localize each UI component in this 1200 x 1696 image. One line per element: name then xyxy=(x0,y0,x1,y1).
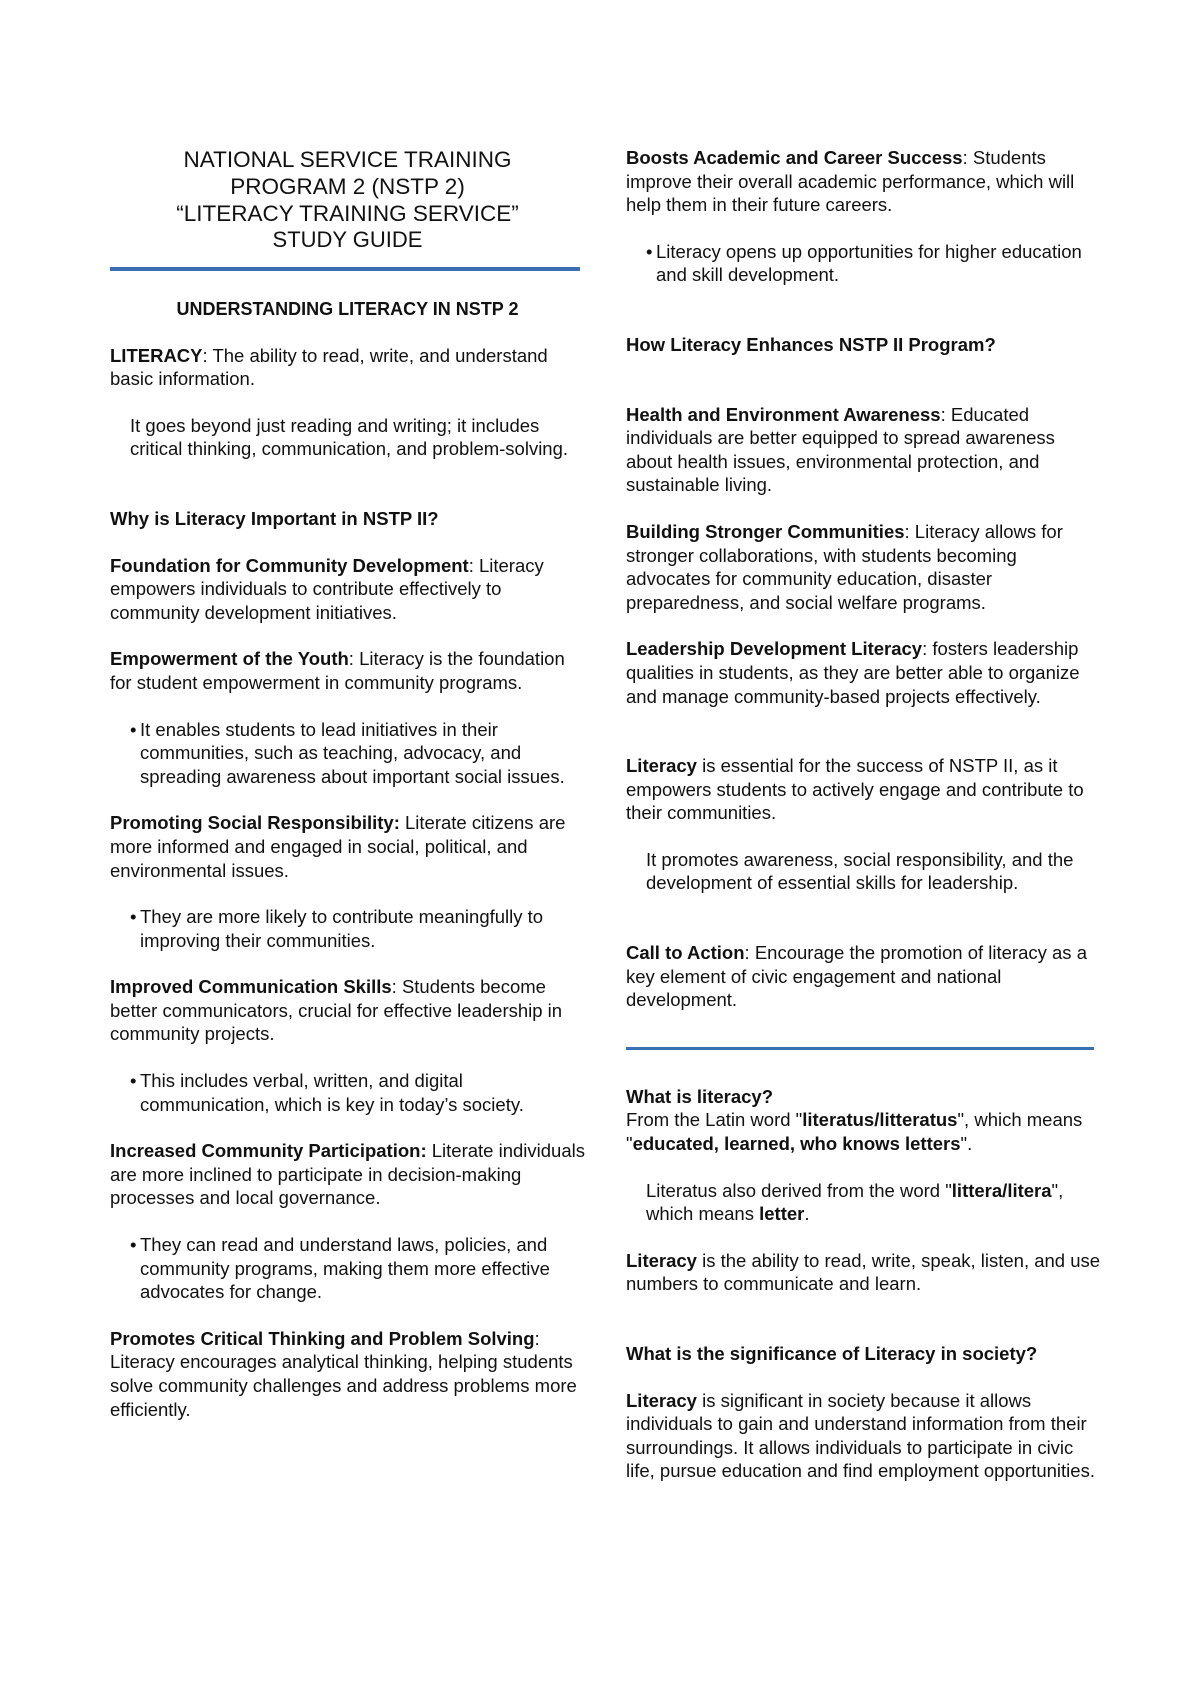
academic-paragraph xyxy=(626,146,1101,217)
academic-term: Boosts Academic and Career Success xyxy=(626,147,963,168)
empowerment-term: Empowerment of the Youth xyxy=(110,648,349,670)
derived-text-a: Literatus also derived from the word " xyxy=(646,1179,952,1201)
title-line-4: STUDY GUIDE xyxy=(272,227,423,252)
why-heading: Why is Literacy Important in NSTP II? xyxy=(110,507,439,529)
communication-bullet xyxy=(110,1069,585,1116)
document-title xyxy=(110,146,585,253)
health-text: : Educated individuals are better equipped to spread awareness about health issues, environmental protection, and sustainable living. xyxy=(626,403,1055,496)
latin-meaning: educated, learned, who knows letters xyxy=(632,1133,961,1155)
foundation-term: Foundation for Community Development xyxy=(110,554,469,576)
latin-text-c: ", which means " xyxy=(626,1109,1083,1155)
latin-paragraph xyxy=(626,1108,1101,1155)
essential-indent: It promotes awareness, social responsibility, and the development of essential skills for leadership. xyxy=(646,848,1074,894)
social-term: Promoting Social Responsibility: xyxy=(110,812,400,834)
bullet-icon: • xyxy=(130,906,137,928)
participation-bullet xyxy=(110,1233,585,1304)
title-divider xyxy=(110,267,580,271)
section-title: UNDERSTANDING LITERACY IN NSTP 2 xyxy=(176,299,519,319)
title-line-3: “LITERACY TRAINING SERVICE” xyxy=(176,201,519,226)
academic-bullet-text: Literacy opens up opportunities for higher education and skill development. xyxy=(656,240,1082,286)
latin-text-e: ". xyxy=(960,1133,973,1155)
significance-term: Literacy xyxy=(626,1389,697,1411)
bullet-icon: • xyxy=(130,1070,137,1092)
communication-bullet-text: This includes verbal, written, and digital communication, which is key in today’s society. xyxy=(140,1070,524,1115)
ability-paragraph xyxy=(626,1249,1101,1296)
derived-word: littera/litera xyxy=(951,1179,1052,1201)
communities-paragraph xyxy=(626,520,1101,614)
title-line-2: PROGRAM 2 (NSTP 2) xyxy=(230,174,465,199)
academic-bullet xyxy=(626,240,1101,287)
participation-text: Literate individuals are more inclined to participate in decision-making processes and local governance. xyxy=(110,1140,585,1209)
foundation-paragraph xyxy=(110,554,585,625)
bullet-icon: • xyxy=(646,240,653,262)
academic-text: : Students improve their overall academic performance, which will help them in their future careers. xyxy=(626,147,1075,216)
empowerment-bullet xyxy=(110,718,585,789)
derived-text-c: ", which means xyxy=(646,1179,1064,1225)
empowerment-bullet-text: It enables students to lead initiatives in their communities, such as teaching, advocacy, and spreading awareness about important social issues. xyxy=(140,718,565,787)
ability-term: Literacy xyxy=(626,1249,697,1271)
essential-text: is essential for the success of NSTP II, as it empowers students to actively engage and contribute to their communities. xyxy=(626,755,1084,824)
leadership-term: Leadership Development Literacy xyxy=(626,638,923,660)
bullet-icon: • xyxy=(130,1234,137,1256)
empowerment-text: : Literacy is the foundation for student empowerment in community programs. xyxy=(110,648,565,693)
literacy-term: LITERACY xyxy=(110,344,203,366)
significance-paragraph xyxy=(626,1389,1101,1483)
participation-paragraph xyxy=(110,1139,585,1210)
communication-text: : Students become better communicators, crucial for effective leadership in community projects. xyxy=(110,976,563,1045)
communities-term: Building Stronger Communities xyxy=(626,520,905,542)
essential-paragraph xyxy=(626,754,1101,825)
essential-term: Literacy xyxy=(626,755,697,777)
call-term: Call to Action xyxy=(626,942,745,964)
social-text: Literate citizens are more informed and engaged in social, political, and environmental issues. xyxy=(110,812,566,881)
significance-heading: What is the significance of Literacy in society? xyxy=(626,1343,1038,1364)
enhances-heading: How Literacy Enhances NSTP II Program? xyxy=(626,333,996,355)
bullet-icon: • xyxy=(130,718,137,740)
latin-text-a: From the Latin word " xyxy=(626,1109,803,1131)
significance-text: is significant in society because it allows individuals to gain and understand information from their surroundings. It allows individuals to participate in civic life, pursue education and find employment opportunities. xyxy=(626,1389,1095,1482)
critical-text: : Literacy encourages analytical thinking, helping students solve community challenges and address problems more efficiently. xyxy=(110,1327,577,1420)
right-column xyxy=(626,146,1101,1483)
latin-word: literatus/litteratus xyxy=(802,1109,958,1131)
health-term: Health and Environment Awareness xyxy=(626,403,941,425)
derived-letter: letter xyxy=(759,1203,805,1225)
social-bullet xyxy=(110,905,585,952)
call-paragraph xyxy=(626,941,1101,1012)
critical-paragraph xyxy=(110,1327,585,1421)
what-heading: What is literacy? xyxy=(626,1085,774,1107)
leadership-paragraph xyxy=(626,637,1101,708)
empowerment-paragraph xyxy=(110,647,585,694)
communication-term: Improved Communication Skills xyxy=(110,976,392,998)
section-divider xyxy=(626,1047,1094,1050)
left-column xyxy=(110,146,585,1421)
literacy-text: : The ability to read, write, and understand basic information. xyxy=(110,344,548,390)
social-paragraph xyxy=(110,811,585,882)
communities-text: : Literacy allows for stronger collaborations, with students becoming advocates for community education, disaster preparedness, and social welfare programs. xyxy=(626,520,1063,613)
health-paragraph xyxy=(626,403,1101,497)
call-text: : Encourage the promotion of literacy as a key element of civic engagement and national development. xyxy=(626,942,1087,1011)
title-line-1: NATIONAL SERVICE TRAINING xyxy=(183,147,512,172)
critical-term: Promotes Critical Thinking and Problem Solving xyxy=(110,1327,535,1349)
communication-paragraph xyxy=(110,975,585,1046)
foundation-text: : Literacy empowers individuals to contribute effectively to community development initiatives. xyxy=(110,554,544,623)
leadership-text: : fosters leadership qualities in students, as they are better able to organize and manage community-based projects effectively. xyxy=(626,638,1080,707)
participation-bullet-text: They can read and understand laws, policies, and community programs, making them more effective advocates for change. xyxy=(140,1234,550,1303)
derived-paragraph xyxy=(626,1179,1101,1226)
literacy-indent: It goes beyond just reading and writing; it includes critical thinking, communication, and problem-solving. xyxy=(130,414,569,460)
literacy-definition xyxy=(110,344,585,391)
participation-term: Increased Community Participation: xyxy=(110,1140,427,1162)
ability-text: is the ability to read, write, speak, listen, and use numbers to communicate and learn. xyxy=(626,1249,1101,1295)
derived-text-e: . xyxy=(804,1203,810,1225)
social-bullet-text: They are more likely to contribute meaningfully to improving their communities. xyxy=(140,906,544,951)
